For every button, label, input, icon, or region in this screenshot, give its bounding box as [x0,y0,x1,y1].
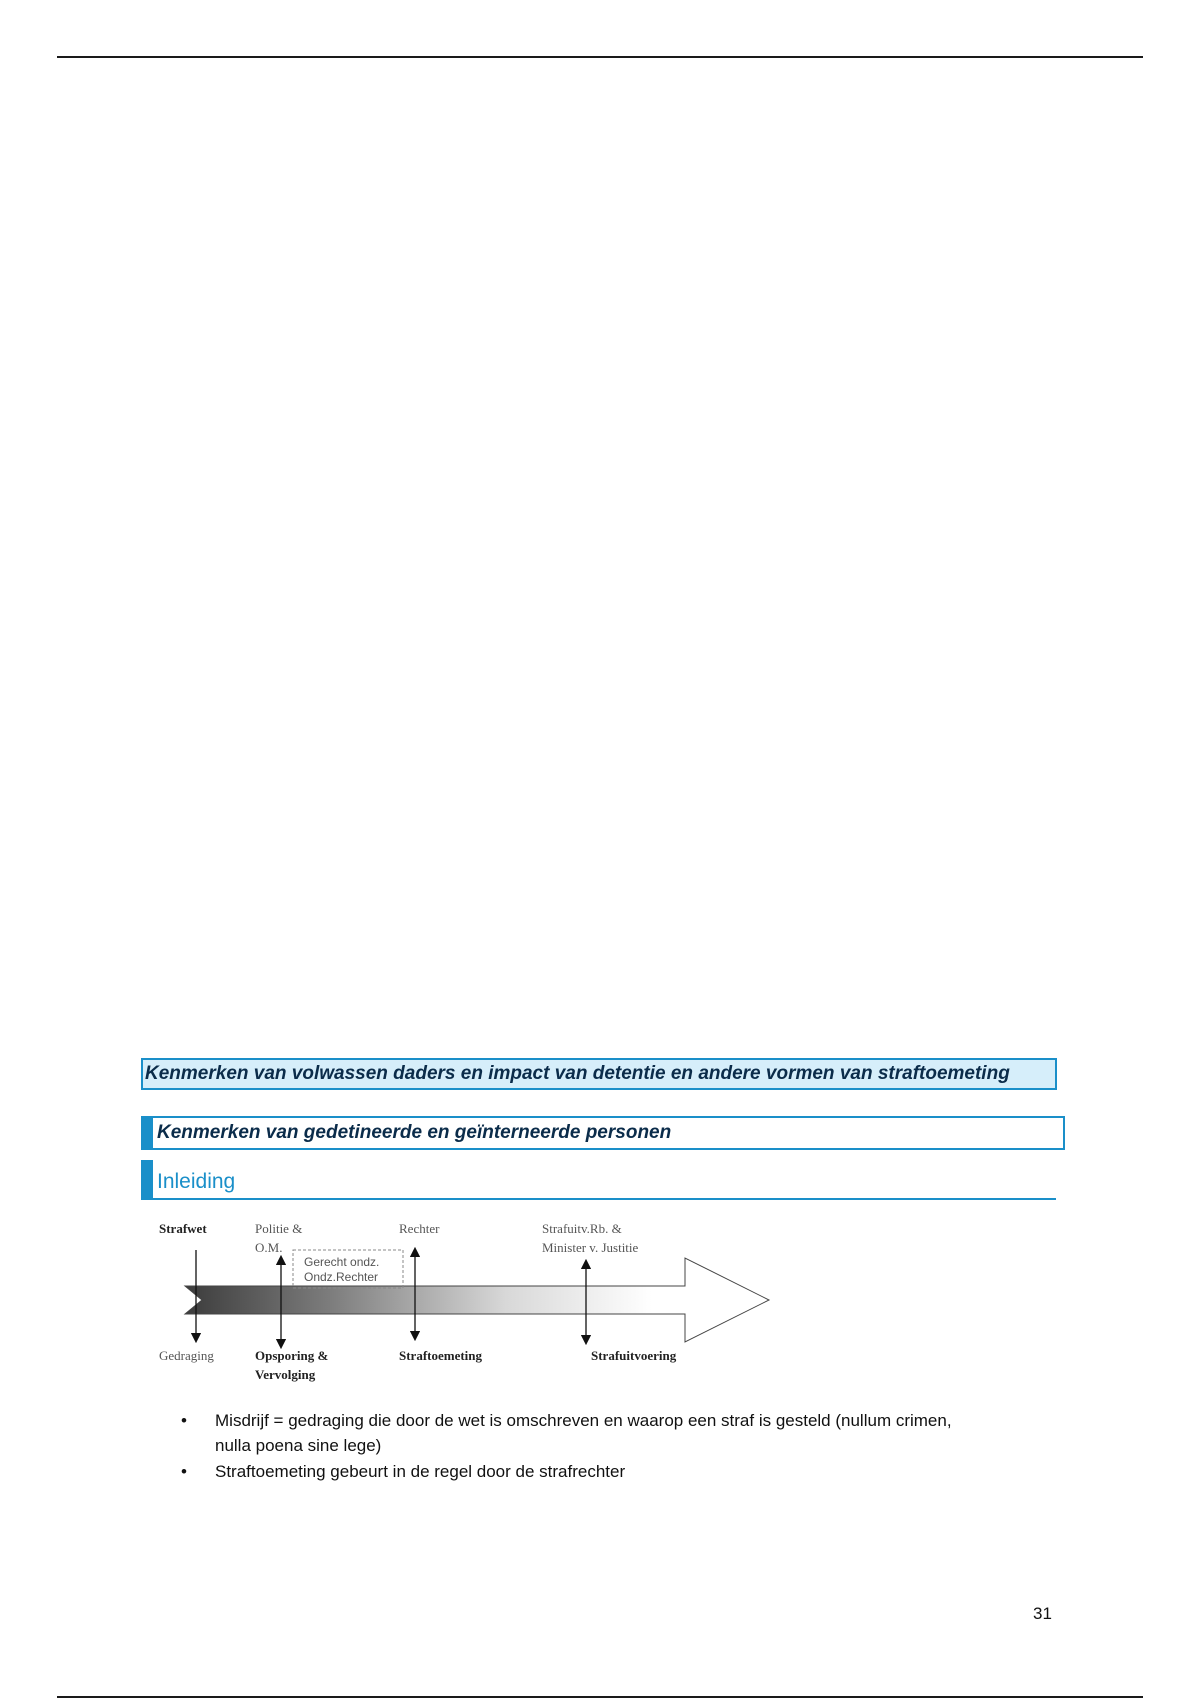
footer-rule [57,1696,1143,1698]
bullet-list [174,1408,1054,1485]
list-item [174,1408,1054,1458]
page-number: 31 [1033,1604,1052,1623]
process-arrow [185,1258,769,1342]
heading-level-1: Kenmerken van volwassen daders en impact van detentie en andere vormen van straftoemeting [141,1058,1057,1090]
label-rechter: Rechter [399,1221,440,1236]
list-item [174,1459,1054,1484]
heading-level-2: Kenmerken van gedetineerde en geïnterneerde personen [141,1116,1065,1150]
label-politie: Politie & [255,1221,303,1236]
label-strafwet: Strafwet [159,1221,207,1236]
bullet-icon: • [181,1462,187,1481]
label-straftoemeting: Straftoemeting [399,1348,483,1363]
criminal-process-diagram [141,1212,781,1387]
label-gerecht: Gerecht ondz. [304,1255,380,1269]
label-strafuitv: Strafuitv.Rb. & [542,1221,622,1236]
label-ondz-rechter: Ondz.Rechter [304,1270,379,1284]
label-strafuitvoering: Strafuitvoering [591,1348,677,1363]
label-vervolging: Vervolging [255,1367,316,1382]
label-gedraging: Gedraging [159,1348,214,1363]
list-item-text: Straftoemeting gebeurt in de regel door de strafrechter [215,1462,626,1481]
heading-level-3: Inleiding [141,1160,1056,1200]
list-item-text: Misdrijf = gedraging die door de wet is omschreven en waarop een straf is gesteld (nullum crimen, [215,1411,952,1430]
label-om: O.M. [255,1240,283,1255]
header-rule [57,56,1143,58]
list-item-text-continued: nulla poena sine lege) [215,1436,382,1455]
bullet-icon: • [181,1411,187,1430]
label-minister: Minister v. Justitie [542,1240,639,1255]
label-opsporing: Opsporing & [255,1348,329,1363]
